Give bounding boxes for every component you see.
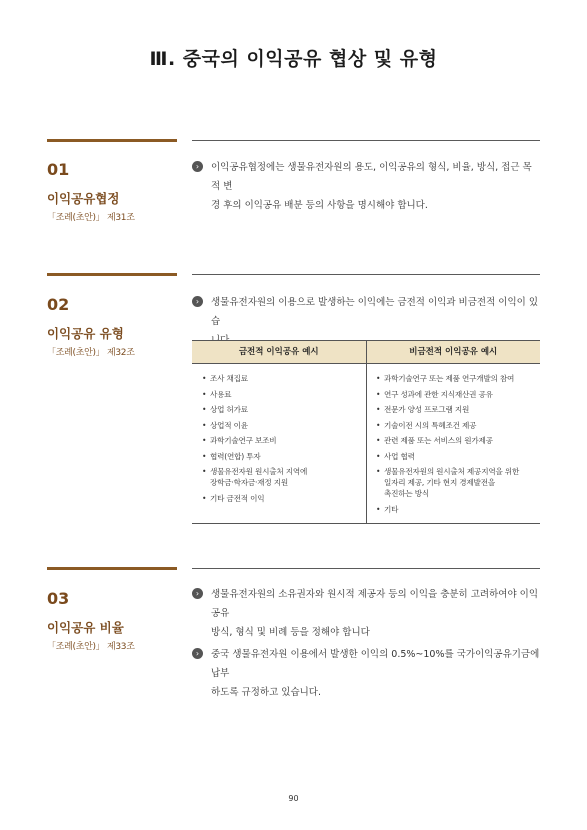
list-item: • 기타 금전적 이익 <box>202 493 366 504</box>
bullet-line: 경 후의 이익공유 배분 등의 사항을 명시해야 합니다. <box>211 200 428 211</box>
page-title: Ⅲ. 중국의 이익공유 협상 및 유형 <box>149 48 438 70</box>
page-number: 90 <box>288 794 299 803</box>
list-item: • 사업 협력 <box>376 451 540 462</box>
section-01-rule <box>192 140 540 141</box>
list-item <box>376 466 540 499</box>
list-item: • 조사 채집료 <box>202 373 366 384</box>
list-item: • 상업적 이윤 <box>202 420 366 431</box>
section-02-number: 02 <box>47 295 70 314</box>
section-01-title: 이익공유협정 <box>47 191 120 206</box>
list-item: • 전문가 양성 프로그램 지원 <box>376 404 540 415</box>
list-item-line: 생물유전자원의 원시출처 제공지역을 위한 <box>384 467 520 476</box>
monetary-column <box>192 364 366 523</box>
list-item: • 기술이전 시의 특혜조건 제공 <box>376 420 540 431</box>
table-header-row <box>192 341 540 364</box>
list-item: • 협력(연합) 투자 <box>202 451 366 462</box>
list-item-line: 일자리 제공, 기타 현지 경제발전을 <box>384 478 495 487</box>
arrow-right-icon: › <box>192 296 203 307</box>
list-item: • 상업 허가료 <box>202 404 366 415</box>
list-item: • 관련 제품 또는 서비스의 원가제공 <box>376 435 540 446</box>
section-03-title: 이익공유 비율 <box>47 620 124 635</box>
section-02-title: 이익공유 유형 <box>47 326 124 341</box>
bullet-line: 하도록 규정하고 있습니다. <box>211 687 322 698</box>
bullet-line: 생물유전자원의 소유권자와 원시적 제공자 등의 이익을 충분히 고려하여야 이익공유 <box>211 589 539 619</box>
benefit-sharing-table <box>192 340 540 524</box>
section-03-number: 03 <box>47 589 70 608</box>
list-item: • 기타 <box>376 504 540 515</box>
bullet-line: 방식, 형식 및 비례 등을 정해야 합니다 <box>211 627 370 638</box>
list-item-line: 장학금·학자금·재정 지원 <box>210 478 288 487</box>
arrow-right-icon: › <box>192 161 203 172</box>
table-header-non-monetary: 비금전적 이익공유 예시 <box>366 341 541 363</box>
table-header-monetary: 금전적 이익공유 예시 <box>238 347 319 357</box>
section-01-divider <box>47 139 177 142</box>
section-01-reference: 「조례(초안)」 제31조 <box>47 213 135 223</box>
section-03-rule <box>192 568 540 569</box>
section-03-divider <box>47 567 177 570</box>
section-01-bullet <box>192 158 540 215</box>
list-item: • 사용료 <box>202 389 366 400</box>
section-03-bullet-2 <box>192 645 540 702</box>
bullet-line: 중국 생물유전자원 이용에서 발생한 이익의 0.5%~10%를 국가이익공유기금에 납부 <box>211 649 540 679</box>
arrow-right-icon: › <box>192 648 203 659</box>
table-body <box>192 364 540 523</box>
list-item: • 과학기술연구 보조비 <box>202 435 366 446</box>
section-02-rule <box>192 274 540 275</box>
section-03-reference: 「조례(초안)」 제33조 <box>47 642 135 652</box>
bullet-line: 생물유전자원의 이용으로 발생하는 이익에는 금전적 이익과 비금전적 이익이 있습 <box>211 297 539 327</box>
list-item-line: 생물유전자원 원시출처 지역에 <box>210 467 308 476</box>
section-03-bullet-1 <box>192 585 540 642</box>
list-item-line: 촉진하는 방식 <box>384 489 430 498</box>
section-02-reference: 「조례(초안)」 제32조 <box>47 348 135 358</box>
section-02-divider <box>47 273 177 276</box>
list-item <box>202 466 366 488</box>
section-01-number: 01 <box>47 160 70 179</box>
arrow-right-icon: › <box>192 588 203 599</box>
list-item: • 연구 성과에 관한 지식재산권 공유 <box>376 389 540 400</box>
list-item: • 과학기술연구 또는 제품 연구개발의 참여 <box>376 373 540 384</box>
non-monetary-column <box>366 364 540 523</box>
bullet-line: 이익공유협정에는 생물유전자원의 용도, 이익공유의 형식, 비율, 방식, 접근 목적 변 <box>211 162 532 192</box>
